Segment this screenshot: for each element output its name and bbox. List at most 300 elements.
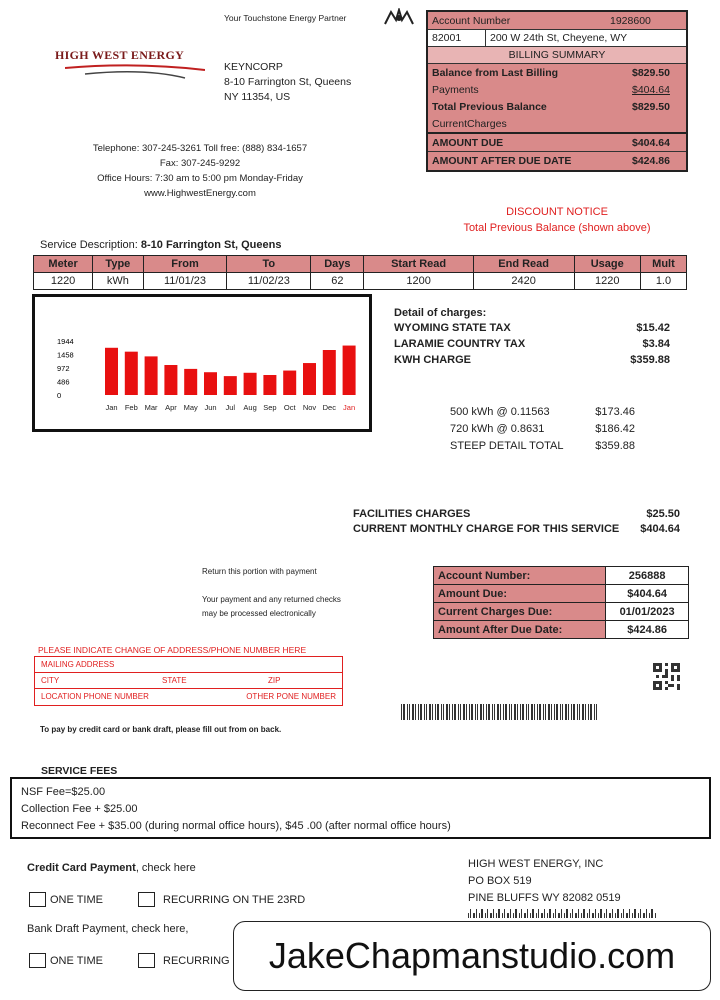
- y-tick-label: 486: [57, 377, 70, 387]
- barcode-bar: [522, 704, 524, 720]
- barcode-bar: [441, 704, 442, 720]
- barcode-bar: [595, 909, 596, 918]
- barcode-bar: [655, 913, 656, 918]
- mail-to-box: PO BOX 519: [468, 875, 532, 887]
- barcode-bar: [643, 913, 645, 918]
- barcode-bar: [573, 704, 575, 720]
- summary-value: $829.50: [632, 66, 670, 79]
- cell-from: 11/01/23: [143, 273, 227, 290]
- barcode-bar: [532, 909, 534, 918]
- barcode-bar: [500, 704, 501, 720]
- customer-address: [224, 60, 351, 105]
- barcode-bar: [403, 704, 405, 720]
- fax-line: Fax: 307-245-9292: [159, 158, 241, 169]
- barcode-bar: [553, 913, 554, 918]
- barcode-bar: [418, 704, 419, 720]
- barcode-bar: [575, 913, 577, 918]
- barcode-bar: [600, 909, 602, 918]
- barcode-bar: [494, 704, 495, 720]
- barcode-bar: [485, 913, 486, 918]
- discount-subtitle: Total Previous Balance (shown above): [463, 222, 651, 234]
- barcode-bar: [562, 704, 563, 720]
- barcode-bar: [565, 704, 567, 720]
- account-number-value: 1928600: [610, 14, 651, 27]
- barcode-bar: [517, 704, 518, 720]
- billing-summary-rows: [428, 63, 686, 132]
- watermark-text: JakeChapmanstudio.com: [268, 935, 676, 976]
- barcode-bar: [521, 909, 522, 918]
- barcode-bar: [651, 909, 653, 918]
- table-row: [34, 273, 687, 290]
- barcode-bar: [511, 704, 512, 720]
- barcode-bar: [526, 704, 527, 720]
- barcode-bar: [443, 704, 444, 720]
- barcode-bar: [510, 909, 511, 918]
- cell-to: 11/02/23: [227, 273, 311, 290]
- current-charge-value: $404.64: [640, 523, 680, 535]
- col-days: Days: [311, 256, 364, 273]
- cell-end-read: 2420: [473, 273, 574, 290]
- bank-recurring-option[interactable]: [138, 953, 230, 968]
- barcode-bar: [579, 704, 580, 720]
- y-tick-label: 1944: [57, 337, 74, 346]
- processed-note: [202, 593, 341, 621]
- service-fees-title: SERVICE FEES: [41, 765, 118, 777]
- barcode-bar: [476, 909, 477, 918]
- amount-after-due-label: AMOUNT AFTER DUE DATE: [432, 155, 572, 167]
- col-meter: Meter: [34, 256, 93, 273]
- summary-label: Payments: [432, 83, 479, 96]
- kwh-step-row: [450, 404, 635, 421]
- barcode-bar: [626, 913, 628, 918]
- barcode-bar: [560, 704, 561, 720]
- chart-bar: [105, 348, 118, 395]
- cell-start-read: 1200: [364, 273, 473, 290]
- barcode-bar: [426, 704, 427, 720]
- barcode-bar: [583, 909, 585, 918]
- barcode-bar: [570, 913, 571, 918]
- service-description: [40, 239, 281, 251]
- y-tick-label: 972: [57, 364, 70, 373]
- service-fees-box: [10, 777, 711, 839]
- chart-bar: [283, 371, 296, 395]
- state-label: STATE: [162, 676, 187, 685]
- bank-recurring-label: RECURRING: [163, 954, 230, 967]
- barcode-bar: [504, 909, 505, 918]
- barcode-bar: [507, 913, 509, 918]
- barcode-bar: [527, 909, 528, 918]
- barcode-bar: [515, 909, 517, 918]
- charge-row: [394, 338, 670, 354]
- barcode-bar: [592, 913, 594, 918]
- amount-due-value: $404.64: [632, 136, 670, 149]
- charge-value: $15.42: [636, 322, 670, 334]
- x-tick-label: Aug: [243, 403, 257, 412]
- barcode-bar: [432, 704, 433, 720]
- barcode-bar: [556, 704, 558, 720]
- kwh-step-row: [450, 438, 635, 455]
- barcode-bar: [524, 913, 526, 918]
- barcode-bar: [473, 913, 475, 918]
- cell-mult: 1.0: [640, 273, 686, 290]
- usage-chart-box: [32, 294, 372, 432]
- barcode-bar: [471, 704, 473, 720]
- touchstone-logo-icon: [383, 8, 415, 31]
- phone-numbers-field[interactable]: [35, 689, 342, 705]
- charge-value: $359.88: [630, 354, 670, 366]
- y-tick-label: 1458: [57, 350, 74, 360]
- summary-row: [428, 134, 686, 152]
- kwh-step-value: $173.46: [595, 406, 635, 418]
- chart-bar: [323, 350, 336, 395]
- barcode-bar: [498, 909, 500, 918]
- cc-one-time-label: ONE TIME: [50, 893, 103, 906]
- barcode-bar: [536, 913, 537, 918]
- postal-barcode-icon: [468, 909, 658, 921]
- amount-due-rows: [428, 132, 686, 170]
- x-tick-label: Jan: [105, 403, 118, 412]
- remit-value: 256888: [606, 567, 689, 585]
- service-address-value: 200 W 24th St, Cheyene, WY: [490, 32, 628, 44]
- cc-recurring-option[interactable]: [138, 892, 305, 907]
- barcode-bar: [493, 909, 494, 918]
- chart-bar: [263, 375, 276, 395]
- chart-bar: [204, 372, 217, 395]
- cc-recurring-checkbox[interactable]: [138, 892, 155, 907]
- table-row: [434, 603, 689, 621]
- charges-detail: [394, 307, 670, 370]
- chart-bar: [125, 352, 138, 395]
- city-label: CITY: [41, 676, 60, 685]
- usage-chart: [35, 297, 369, 429]
- barcode-bar: [528, 704, 529, 720]
- bank-one-time-checkbox[interactable]: [29, 953, 46, 968]
- charge-value: $3.84: [642, 338, 670, 350]
- barcode-bar: [458, 704, 459, 720]
- brand-logo: [55, 48, 210, 82]
- facilities-value: $25.50: [646, 508, 680, 520]
- mail-to-name: HIGH WEST ENERGY, INC: [468, 858, 604, 870]
- barcode-bar: [638, 913, 639, 918]
- barcode-bar: [551, 704, 552, 720]
- barcode-bar: [520, 704, 521, 720]
- summary-label: Balance from Last Billing: [432, 66, 559, 79]
- billing-summary-title: [428, 46, 686, 63]
- barcode-bar: [435, 704, 436, 720]
- summary-value: $404.64: [632, 83, 670, 96]
- x-tick-label: Oct: [283, 403, 296, 412]
- x-tick-label: Jun: [204, 403, 217, 412]
- barcode-bar: [545, 704, 546, 720]
- remit-label: Amount After Due Date:: [434, 621, 606, 639]
- col-type: Type: [93, 256, 143, 273]
- cell-days: 62: [311, 273, 364, 290]
- barcode-bar: [454, 704, 456, 720]
- barcode-bar: [466, 704, 467, 720]
- barcode-bar: [530, 913, 531, 918]
- col-start-read: Start Read: [364, 256, 473, 273]
- barcode-bar: [492, 704, 493, 720]
- kwh-step-label: STEEP DETAIL TOTAL: [450, 440, 564, 452]
- x-tick-label: Nov: [302, 403, 317, 412]
- customer-address-line2: NY 11354, US: [224, 91, 291, 103]
- credit-card-rest: , check here: [135, 862, 196, 874]
- contact-info: [30, 141, 370, 201]
- barcode-bar: [538, 909, 539, 918]
- fee-line: Collection Fee + $25.00: [21, 803, 138, 815]
- col-usage: Usage: [574, 256, 640, 273]
- address-change-form: [34, 656, 343, 706]
- service-table: [33, 255, 687, 290]
- credit-card-label: Credit Card Payment: [27, 862, 136, 874]
- col-end-read: End Read: [473, 256, 574, 273]
- cc-one-time-checkbox[interactable]: [29, 892, 46, 907]
- remit-label: Account Number:: [434, 567, 606, 585]
- barcode-bar: [460, 704, 461, 720]
- summary-row: [428, 152, 686, 170]
- kwh-step-value: $359.88: [595, 440, 635, 452]
- barcode-bar: [548, 704, 550, 720]
- barcode-bar: [634, 909, 636, 918]
- location-phone-label: LOCATION PHONE NUMBER: [41, 692, 149, 701]
- barcode-bar: [549, 909, 551, 918]
- zip-label: ZIP: [268, 676, 281, 685]
- service-address-row: [428, 29, 686, 46]
- barcode-bar: [424, 704, 425, 720]
- cell-type: kWh: [93, 273, 143, 290]
- pay-note: To pay by credit card or bank draft, please fill out from on back.: [40, 725, 282, 734]
- mail-to-address: [468, 856, 621, 907]
- summary-row: [428, 115, 686, 132]
- barcode-bar: [543, 704, 544, 720]
- charge-label: LARAMIE COUNTRY TAX: [394, 338, 526, 350]
- barcode-icon: [401, 704, 599, 723]
- barcode-bar: [615, 913, 616, 918]
- mail-to-city: PINE BLUFFS WY 82082 0519: [468, 892, 621, 904]
- facilities-label: FACILITIES CHARGES: [353, 508, 471, 520]
- barcode-bar: [617, 909, 619, 918]
- barcode-bar: [415, 704, 416, 720]
- kwh-step-value: $186.42: [595, 423, 635, 435]
- account-number-row: [428, 12, 686, 29]
- barcode-bar: [519, 913, 520, 918]
- charge-label: KWH CHARGE: [394, 354, 471, 366]
- barcode-bar: [479, 913, 480, 918]
- service-description-value: 8-10 Farrington St, Queens: [140, 239, 282, 251]
- barcode-bar: [480, 704, 482, 720]
- barcode-bar: [509, 704, 510, 720]
- cell-usage: 1220: [574, 273, 640, 290]
- amount-due-label: AMOUNT DUE: [432, 136, 504, 149]
- barcode-bar: [401, 704, 402, 720]
- kwh-step-label: 720 kWh @ 0.8631: [450, 423, 545, 435]
- barcode-bar: [502, 913, 503, 918]
- barcode-bar: [612, 909, 613, 918]
- barcode-bar: [514, 704, 516, 720]
- current-charge-row: [353, 523, 680, 538]
- barcode-bar: [470, 909, 471, 918]
- barcode-bar: [503, 704, 504, 720]
- barcode-bar: [513, 913, 514, 918]
- barcode-bar: [561, 909, 562, 918]
- barcode-bar: [621, 913, 622, 918]
- remit-value: $424.86: [606, 621, 689, 639]
- x-tick-label: Jul: [225, 403, 236, 412]
- barcode-bar: [486, 704, 487, 720]
- x-tick-label: Jan: [343, 403, 356, 412]
- processed-note-line2: may be processed electronically: [202, 609, 316, 618]
- barcode-bar: [609, 913, 611, 918]
- barcode-bar: [629, 909, 630, 918]
- col-mult: Mult: [640, 256, 686, 273]
- barcode-bar: [487, 909, 488, 918]
- current-charge-label: CURRENT MONTHLY CHARGE FOR THIS SERVICE: [353, 523, 620, 535]
- barcode-bar: [412, 704, 414, 720]
- barcode-bar: [468, 913, 469, 918]
- barcode-bar: [577, 704, 578, 720]
- remit-value: 01/01/2023: [606, 603, 689, 621]
- customer-address-line1: 8-10 Farrington St, Queens: [224, 76, 352, 88]
- col-from: From: [143, 256, 227, 273]
- x-tick-label: Sep: [263, 403, 277, 412]
- remit-label: Current Charges Due:: [434, 603, 606, 621]
- summary-row: [428, 81, 686, 98]
- x-tick-label: Mar: [144, 403, 158, 412]
- barcode-bar: [554, 704, 555, 720]
- barcode-bar: [564, 913, 565, 918]
- barcode-bar: [496, 913, 497, 918]
- barcode-bar: [544, 909, 545, 918]
- billing-summary-title-text: BILLING SUMMARY: [508, 49, 606, 61]
- barcode-bar: [578, 909, 579, 918]
- barcode-bar: [558, 913, 560, 918]
- table-row: [434, 585, 689, 603]
- barcode-bar: [409, 704, 410, 720]
- mailing-address-field[interactable]: [35, 657, 342, 673]
- phone-line: Telephone: 307-245-3261 Toll free: (888) 834-1657: [92, 143, 308, 154]
- barcode-bar: [632, 913, 633, 918]
- summary-row: [428, 64, 686, 81]
- barcode-bar: [649, 913, 650, 918]
- discount-title: DISCOUNT NOTICE: [506, 206, 608, 218]
- barcode-bar: [547, 913, 548, 918]
- tagline: Your Touchstone Energy Partner: [224, 13, 347, 23]
- bank-one-time-label: ONE TIME: [50, 954, 103, 967]
- barcode-bar: [594, 704, 595, 720]
- city-state-zip-field[interactable]: [35, 673, 342, 689]
- barcode-bar: [585, 704, 586, 720]
- barcode-bar: [589, 909, 590, 918]
- service-description-label: Service Description:: [40, 239, 138, 251]
- customer-name: KEYNCORP: [224, 61, 283, 73]
- y-tick-label: 0: [57, 391, 62, 400]
- chart-bar: [184, 369, 197, 395]
- table-row: [434, 621, 689, 639]
- barcode-bar: [475, 704, 476, 720]
- barcode-bar: [534, 704, 535, 720]
- bank-one-time-option[interactable]: [29, 953, 103, 968]
- account-number-label: Account Number: [432, 14, 511, 27]
- barcode-bar: [571, 704, 572, 720]
- barcode-bar: [483, 704, 484, 720]
- x-tick-label: May: [183, 403, 198, 412]
- barcode-bar: [446, 704, 448, 720]
- summary-value: $829.50: [632, 100, 670, 113]
- kwh-step-row: [450, 421, 635, 438]
- barcode-bar: [587, 913, 588, 918]
- fee-line: Reconnect Fee + $35.00 (during normal office hours), $45 .00 (after normal office hours): [21, 820, 451, 832]
- barcode-bar: [463, 704, 465, 720]
- address-change-title: PLEASE INDICATE CHANGE OF ADDRESS/PHONE NUMBER HERE: [38, 645, 307, 655]
- barcode-bar: [469, 704, 470, 720]
- barcode-bar: [407, 704, 408, 720]
- cc-recurring-label: RECURRING ON THE 23RD: [163, 893, 306, 906]
- barcode-bar: [531, 704, 533, 720]
- barcode-bar: [598, 913, 599, 918]
- chart-bar: [145, 356, 158, 395]
- barcode-bar: [537, 704, 538, 720]
- barcode-bar: [623, 909, 624, 918]
- kwh-steps: [450, 404, 635, 455]
- barcode-bar: [490, 913, 492, 918]
- barcode-bar: [604, 913, 605, 918]
- summary-row: [428, 98, 686, 115]
- barcode-bar: [505, 704, 507, 720]
- amount-after-due-value: $424.86: [632, 155, 670, 167]
- barcode-bar: [452, 704, 453, 720]
- cc-one-time-option[interactable]: [29, 892, 103, 907]
- website-link[interactable]: www.HighwestEnergy.com: [144, 188, 256, 199]
- barcode-bar: [581, 913, 582, 918]
- facilities-row: [353, 508, 680, 523]
- x-tick-label: Feb: [124, 403, 138, 412]
- chart-bar: [224, 376, 237, 395]
- watermark-badge: [233, 921, 711, 991]
- barcode-bar: [582, 704, 584, 720]
- cell-meter: 1220: [34, 273, 93, 290]
- chart-bar: [343, 346, 356, 395]
- barcode-bar: [572, 909, 573, 918]
- charge-row: [394, 354, 670, 370]
- barcode-bar: [477, 704, 478, 720]
- barcode-bar: [640, 909, 641, 918]
- hours-line: Office Hours: 7:30 am to 5:00 pm Monday-Friday: [97, 173, 303, 184]
- barcode-bar: [568, 704, 569, 720]
- bank-recurring-checkbox[interactable]: [138, 953, 155, 968]
- barcode-bar: [420, 704, 422, 720]
- other-phone-label: OTHER PONE NUMBER: [246, 692, 336, 701]
- chart-bar: [244, 373, 257, 395]
- charge-label: WYOMING STATE TAX: [394, 322, 511, 334]
- facilities-section: [353, 508, 680, 538]
- brand-name: HIGH WEST ENERGY: [55, 48, 185, 62]
- discount-notice: [426, 204, 688, 236]
- barcode-bar: [481, 909, 483, 918]
- barcode-bar: [646, 909, 647, 918]
- remittance-table: [433, 566, 689, 639]
- processed-note-line1: Your payment and any returned checks: [202, 595, 341, 604]
- return-note: Return this portion with payment: [202, 567, 317, 576]
- barcode-bar: [566, 909, 568, 918]
- bank-draft-heading: Bank Draft Payment, check here,: [27, 923, 189, 935]
- table-row: [434, 567, 689, 585]
- barcode-bar: [429, 704, 431, 720]
- charge-row: [394, 322, 670, 338]
- fee-line: NSF Fee=$25.00: [21, 786, 106, 798]
- barcode-bar: [437, 704, 439, 720]
- charges-title: Detail of charges:: [394, 307, 487, 319]
- barcode-bar: [497, 704, 499, 720]
